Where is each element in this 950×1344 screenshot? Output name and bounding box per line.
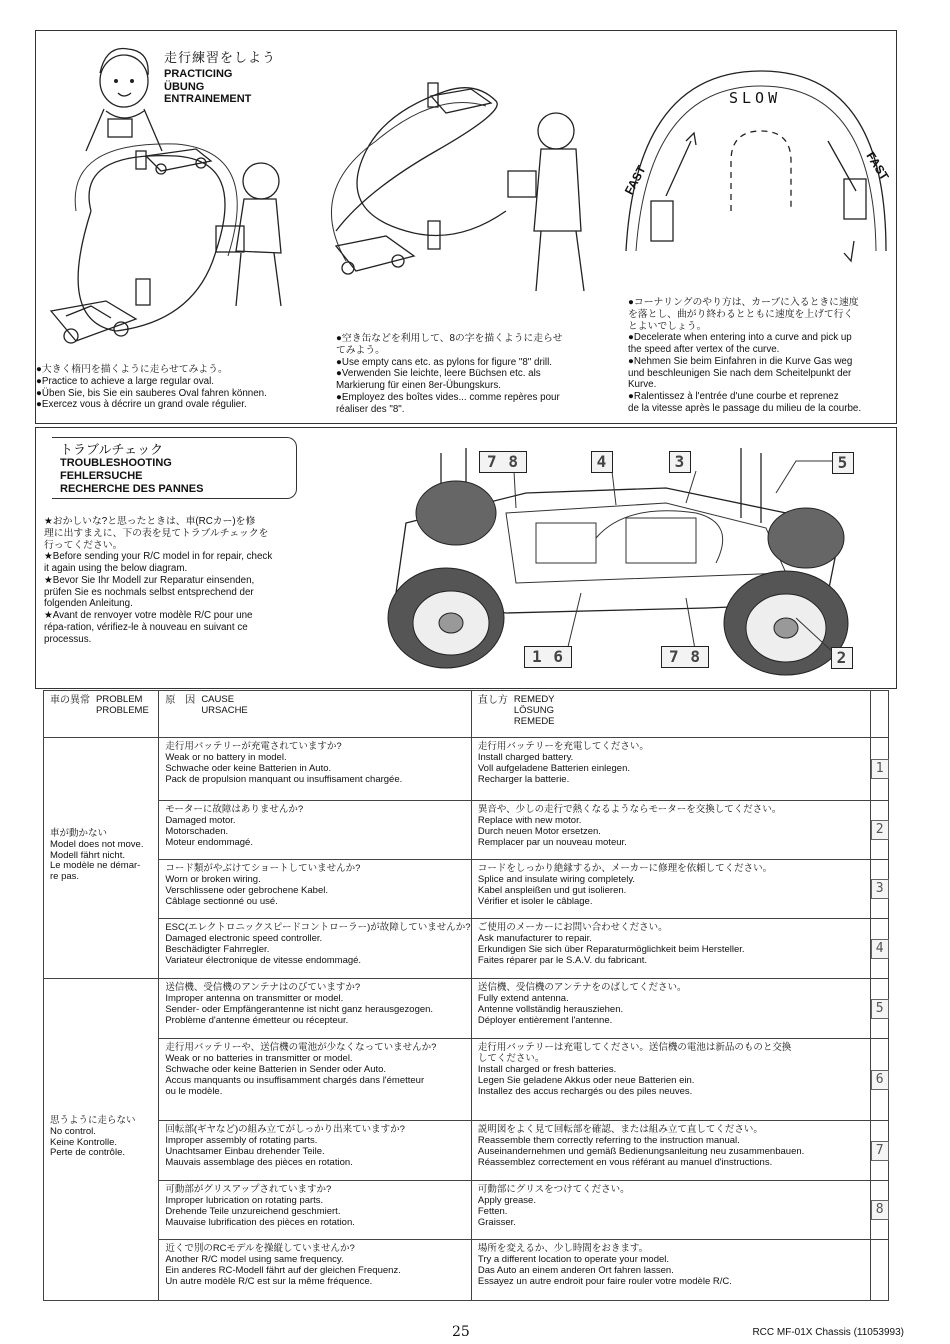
cause-line: 近くで別のRCモデルを操縦していませんか?: [165, 1243, 355, 1254]
cause-line: 送信機、受信機のアンテナはのびていますか?: [165, 982, 361, 993]
remedy-line: Das Auto an einem anderen Ort fahren lassen.: [477, 1264, 674, 1276]
label-3: 3: [669, 451, 691, 473]
troubleshooting-table: [43, 690, 889, 1301]
cause-line: Worn or broken wiring.: [165, 873, 261, 885]
caption-corner-line: Kurve.: [628, 379, 657, 391]
cause-cell: [159, 738, 472, 801]
caption-figure8-line: てみよう。: [336, 344, 385, 356]
remedy-line: Ask manufacturer to repair.: [477, 932, 592, 944]
reference-number-badge: 7: [871, 1141, 889, 1161]
reference-number-cell: [870, 801, 888, 860]
cause-line: Accus manquants ou insuffisamment chargés dans l'émetteur: [165, 1074, 425, 1086]
intro-line: 理に出すまえに、下の表を見てトラブルチェックを: [44, 527, 269, 539]
cause-line: Schwache oder keine Batterien in Auto.: [165, 762, 332, 774]
remedy-line: Voll aufgeladene Batterien einlegen.: [477, 762, 630, 774]
remedy-line: Recharger la batterie.: [477, 773, 570, 785]
problem-line: 思うように走らない: [50, 1114, 136, 1126]
footer-reference: RCC MF-01X Chassis (11053993): [752, 1327, 904, 1338]
cause-line: Damaged electronic speed controller.: [165, 932, 323, 944]
boy-with-transmitter-icon-2: [508, 113, 584, 291]
cause-line: Sender- oder Empfängerantenne ist nicht ganz herausgezogen.: [165, 1003, 434, 1015]
cause-line: Variateur électronique de vitesse endommagé.: [165, 954, 362, 966]
cause-cell: [159, 1039, 472, 1121]
header-problem-fr: PROBLEME: [96, 704, 149, 716]
troubleshooting-heading-de: FEHLERSUCHE: [60, 470, 143, 483]
header-remedy-fr: REMEDE: [513, 715, 555, 727]
remedy-cell: [471, 1181, 870, 1240]
remedy-cell: [471, 1039, 870, 1121]
caption-figure8: [336, 333, 562, 415]
table-row: [44, 1039, 889, 1121]
remedy-line: Réassemblez correctement en vous référant au manuel d'instructions.: [477, 1156, 773, 1168]
header-remedy-en: REMEDY: [513, 694, 555, 705]
cause-line: Weak or no batteries in transmitter or model.: [165, 1052, 353, 1064]
oval-track: [78, 156, 225, 331]
remedy-line: 説明図をよく見て回転部を確認、または組み立て直してください。: [477, 1124, 763, 1135]
cause-line: Schwache oder keine Batterien in Sender oder Auto.: [165, 1063, 387, 1075]
caption-oval-line: ●Üben Sie, bis Sie ein sauberes Oval fahren können.: [36, 387, 267, 399]
cause-cell: [159, 919, 472, 979]
troubleshooting-intro: [44, 516, 299, 645]
reference-number-cell: [870, 1039, 888, 1121]
intro-line: ★Before sending your R/C model in for repair, check: [44, 551, 273, 563]
reference-number-cell: [870, 738, 888, 801]
cause-line: Another R/C model using same frequency.: [165, 1253, 344, 1265]
practicing-heading-de: ÜBUNG: [164, 80, 205, 93]
problem-cell: [44, 738, 159, 979]
caption-corner-line: ●Nehmen Sie beim Einfahren in die Kurve Gas weg: [628, 355, 853, 367]
remedy-line: 場所を変えるか、少し時間をおきます。: [477, 1243, 649, 1254]
cause-line: コード類がやぶけてショートしていませんか?: [165, 863, 361, 874]
remedy-cell: [471, 860, 870, 919]
remedy-cell: [471, 801, 870, 860]
intro-line: ★おかしいな?と思ったときは、車(RCカー)を修: [44, 516, 256, 527]
cause-line: Weak or no battery in model.: [165, 751, 287, 763]
table-row: [44, 1181, 889, 1240]
problem-line: Perte de contrôle.: [50, 1147, 125, 1159]
cause-line: モーターに故障はありませんか?: [165, 804, 304, 815]
practicing-heading-ja: 走行練習をしよう: [164, 50, 277, 65]
remedy-cell: [471, 979, 870, 1039]
caption-corner-line: を落とし、曲がり終わるとともに速度を上げて行く: [628, 308, 854, 320]
cause-line: Improper assembly of rotating parts.: [165, 1134, 318, 1146]
cause-line: Moteur endommagé.: [165, 836, 253, 848]
problem-line: 車が動かない: [50, 827, 108, 839]
remedy-line: 送信機、受信機のアンテナをのばしてください。: [477, 982, 687, 993]
caption-corner-line: und beschleunigen Sie nach dem Scheitelpunkt der: [628, 367, 852, 379]
header-cause-de: URSACHE: [201, 704, 248, 716]
boy-portrait-icon: [86, 49, 162, 152]
header-remedy-ja: 直し方: [477, 695, 508, 706]
cause-cell: [159, 1240, 472, 1301]
problem-line: Keine Kontrolle.: [50, 1136, 118, 1148]
remedy-line: Reassemble them correctly referring to the instruction manual.: [477, 1134, 740, 1146]
remedy-line: Faites réparer par le S.A.V. du fabricant.: [477, 954, 648, 966]
caption-corner: [628, 297, 861, 415]
reference-number-badge: 8: [871, 1200, 889, 1220]
intro-line: 行ってください。: [44, 539, 123, 551]
troubleshooting-heading: [52, 437, 297, 499]
remedy-line: Install charged battery.: [477, 751, 574, 763]
cause-cell: [159, 1181, 472, 1240]
troubleshooting-panel: [35, 427, 897, 689]
cause-line: ESC(エレクトロニックスピードコントローラー)が故障していませんか?: [165, 922, 471, 933]
practicing-heading-en: PRACTICING: [164, 67, 233, 80]
cause-cell: [159, 801, 472, 860]
rc-car-icon-3: [336, 236, 414, 274]
caption-oval: [36, 364, 267, 411]
caption-figure8-line: ●Employez des boîtes vides... comme repères pour: [336, 391, 560, 403]
caption-oval-line: ●Exercez vous à décrire un grand ovale régulier.: [36, 399, 247, 411]
remedy-line: Fully extend antenna.: [477, 992, 569, 1004]
caption-oval-line: ●Practice to achieve a large regular oval.: [36, 375, 214, 387]
intro-line: folgenden Anleitung.: [44, 598, 133, 610]
chassis-diagram: [366, 433, 886, 683]
reference-number-badge: 5: [871, 999, 889, 1019]
label-5: 5: [832, 452, 854, 474]
remedy-line: 可動部にグリスをつけてください。: [477, 1184, 630, 1195]
cause-line: Problème d'antenne émetteur ou récepteur.: [165, 1014, 349, 1026]
remedy-line: Vérifier et isoler le câblage.: [477, 895, 593, 907]
reference-number-cell: [870, 1121, 888, 1181]
problem-line: Le modèle ne démar-: [50, 860, 141, 872]
header-problem-ja: 車の異常: [50, 695, 90, 706]
cause-line: Motorschaden.: [165, 825, 229, 837]
caption-corner-line: ●Ralentissez à l'entrée d'une courbe et reprenez: [628, 391, 839, 402]
intro-line: répa-ration, vérifiez-le à nouveau en suivant ce: [44, 621, 248, 633]
label-78-bottom: 7 8: [661, 646, 709, 668]
remedy-line: 走行用バッテリーは充電してください。送信機の電池は新品のものと交換: [477, 1042, 792, 1053]
caption-corner-line: de la vitesse après le passage du milieu de la courbe.: [628, 402, 862, 414]
label-16: 1 6: [524, 646, 572, 668]
fast-label-left: FAST: [621, 163, 649, 197]
slow-label: SLOW: [729, 89, 782, 107]
reference-number-cell: [870, 919, 888, 979]
cause-line: Ein anderes RC-Modell fährt auf der gleichen Frequenz.: [165, 1264, 401, 1276]
cause-line: 走行用バッテリーが充電されていますか?: [165, 741, 342, 752]
cause-line: Unachtsamer Einbau drehender Teile.: [165, 1145, 325, 1157]
problem-cell: [44, 979, 159, 1301]
reference-number-badge: 4: [871, 939, 889, 959]
remedy-line: Antenne vollständig herausziehen.: [477, 1003, 624, 1015]
header-problem: [44, 691, 159, 738]
reference-number-cell: [870, 1240, 888, 1301]
intro-line: it again using the below diagram.: [44, 563, 188, 574]
label-4: 4: [591, 451, 613, 473]
wheel-back-icon: [416, 481, 844, 568]
table-row: [44, 860, 889, 919]
cause-line: Verschlissene oder gebrochene Kabel.: [165, 884, 328, 896]
remedy-line: Durch neuen Motor ersetzen.: [477, 825, 601, 837]
cause-line: Un autre modèle R/C est sur la même fréquence.: [165, 1275, 373, 1287]
cause-line: 可動部がグリスアップされていますか?: [165, 1184, 332, 1195]
pylon-can-icon: [136, 279, 150, 305]
header-remedy: [471, 691, 870, 738]
troubleshooting-heading-ja: トラブルチェック: [60, 442, 164, 457]
wheel-rear-left-icon: [724, 571, 848, 675]
table-row: [44, 1240, 889, 1301]
problem-line: Modell fährt nicht.: [50, 849, 125, 861]
reference-number-cell: [870, 1181, 888, 1240]
intro-line: processus.: [44, 633, 92, 645]
table-row: [44, 979, 889, 1039]
remedy-line: Splice and insulate wiring completely.: [477, 873, 636, 885]
practicing-heading-fr: ENTRAINEMENT: [164, 93, 252, 106]
header-cause-ja: 原 因: [165, 695, 196, 706]
remedy-line: 異音や、少しの走行で熱くなるようならモーターを交換してください。: [477, 804, 782, 815]
intro-line: prüfen Sie es nochmals selbst entsprechend der: [44, 586, 254, 598]
cause-line: Mauvais assemblage des pièces en rotation.: [165, 1156, 353, 1168]
remedy-line: Try a different location to operate your model.: [477, 1253, 670, 1265]
intro-line: ★Avant de renvoyer votre modèle R/C pour une: [44, 610, 253, 621]
cause-line: Pack de propulsion manquant ou insuffisament chargée.: [165, 773, 403, 785]
cause-line: Beschädigter Fahrregler.: [165, 943, 270, 955]
remedy-line: Fetten.: [477, 1205, 508, 1217]
table-row: [44, 919, 889, 979]
remedy-cell: [471, 1240, 870, 1301]
remedy-cell: [471, 1121, 870, 1181]
problem-line: No control.: [50, 1125, 96, 1137]
cause-line: ou le modèle.: [165, 1085, 223, 1097]
header-num: [870, 691, 888, 738]
intro-line: ★Bevor Sie Ihr Modell zur Reparatur einsenden,: [44, 574, 255, 586]
remedy-cell: [471, 919, 870, 979]
cause-cell: [159, 1121, 472, 1181]
table-row: [44, 1121, 889, 1181]
remedy-line: Legen Sie geladene Akkus oder neue Batterien ein.: [477, 1074, 695, 1086]
figure-eight-track: [336, 88, 506, 236]
troubleshooting-heading-en: TROUBLESHOOTING: [60, 457, 172, 470]
caption-corner-line: ●コーナリングのやり方は、カーブに入るときに速度: [628, 297, 859, 308]
header-cause-en: CAUSE: [201, 694, 235, 705]
practicing-heading: [164, 51, 276, 106]
cause-line: Improper antenna on transmitter or model.: [165, 992, 344, 1004]
caption-figure8-line: ●Verwenden Sie leichte, leere Büchsen etc. als: [336, 368, 541, 380]
remedy-line: Erkundigen Sie sich über Reparaturmöglichkeit beim Hersteller.: [477, 943, 745, 955]
remedy-line: Auseinandernehmen und gemäß Bedienungsanleitung neu zusammenbauen.: [477, 1145, 805, 1157]
caption-figure8-line: réaliser des "8".: [336, 403, 405, 415]
troubleshooting-heading-fr: RECHERCHE DES PANNES: [60, 483, 204, 496]
remedy-line: Déployer entièrement l'antenne.: [477, 1014, 613, 1026]
cause-line: Mauvaise lubrification des pièces en rotation.: [165, 1216, 355, 1228]
header-cause: [159, 691, 472, 738]
cause-line: Improper lubrication on rotating parts.: [165, 1194, 324, 1206]
caption-figure8-line: ●空き缶などを利用して、8の字を描くように走らせ: [336, 333, 563, 344]
header-problem-en: PROBLEM: [96, 694, 143, 705]
problem-line: re pas.: [50, 871, 80, 883]
header-remedy-de: LÖSUNG: [513, 704, 554, 716]
caption-corner-line: ●Decelerate when entering into a curve and pick up: [628, 332, 852, 344]
cause-cell: [159, 979, 472, 1039]
caption-figure8-line: ●Use empty cans etc. as pylons for figure "8" drill.: [336, 356, 552, 368]
cause-line: Câblage sectionné ou usé.: [165, 895, 278, 907]
cause-line: 走行用バッテリーや、送信機の電池が少なくなっていませんか?: [165, 1042, 437, 1053]
reference-number-badge: 3: [871, 879, 889, 899]
cause-line: Drehende Teile unzureichend geschmiert.: [165, 1205, 341, 1217]
caption-figure8-line: Markierung für einen 8er-Übungskurs.: [336, 380, 501, 391]
remedy-cell: [471, 738, 870, 801]
remedy-line: Kabel anspleißen und gut isolieren.: [477, 884, 627, 896]
fast-label-right: FAST: [863, 149, 892, 183]
caption-corner-line: とよいでしょう。: [628, 320, 707, 332]
table-header-row: [44, 691, 889, 738]
remedy-line: Essayez un autre endroit pour faire rouler votre modèle R/C.: [477, 1275, 732, 1287]
table-row: [44, 801, 889, 860]
practicing-panel: [35, 30, 897, 424]
remedy-line: Replace with new motor.: [477, 814, 582, 826]
remedy-line: Graisser.: [477, 1216, 516, 1228]
cause-line: Damaged motor.: [165, 814, 236, 826]
remedy-line: Installez des accus rechargés ou des piles neuves.: [477, 1085, 693, 1097]
reference-number-cell: [870, 979, 888, 1039]
remedy-line: Remplacer par un nouveau moteur.: [477, 836, 627, 848]
reference-number-cell: [870, 860, 888, 919]
reference-number-badge: 1: [871, 759, 889, 779]
cause-line: 回転部(ギヤなど)の組み立てがしっかり出来ていますか?: [165, 1124, 405, 1135]
remedy-line: Install charged or fresh batteries.: [477, 1063, 617, 1075]
caption-oval-line: ●大きく楕円を描くように走らせてみよう。: [36, 364, 228, 375]
wheel-front-left-icon: [388, 568, 504, 668]
remedy-line: コードをしっかり絶縁するか、メーカーに修理を依頼してください。: [477, 863, 773, 874]
page-number: 25: [452, 1324, 470, 1340]
label-2: 2: [831, 647, 853, 669]
cause-cell: [159, 860, 472, 919]
remedy-line: 走行用バッテリーを充電してください。: [477, 741, 649, 752]
reference-number-badge: 6: [871, 1070, 889, 1090]
table-row: [44, 738, 889, 801]
remedy-line: Apply grease.: [477, 1194, 536, 1206]
remedy-line: ご使用のメーカーにお問い合わせください。: [477, 922, 668, 933]
caption-corner-line: the speed after vertex of the curve.: [628, 344, 780, 355]
label-78-top: 7 8: [479, 451, 527, 473]
problem-line: Model does not move.: [50, 838, 144, 850]
remedy-line: してください。: [477, 1052, 545, 1064]
boy-with-transmitter-icon: [216, 163, 281, 306]
reference-number-badge: 2: [871, 820, 889, 840]
